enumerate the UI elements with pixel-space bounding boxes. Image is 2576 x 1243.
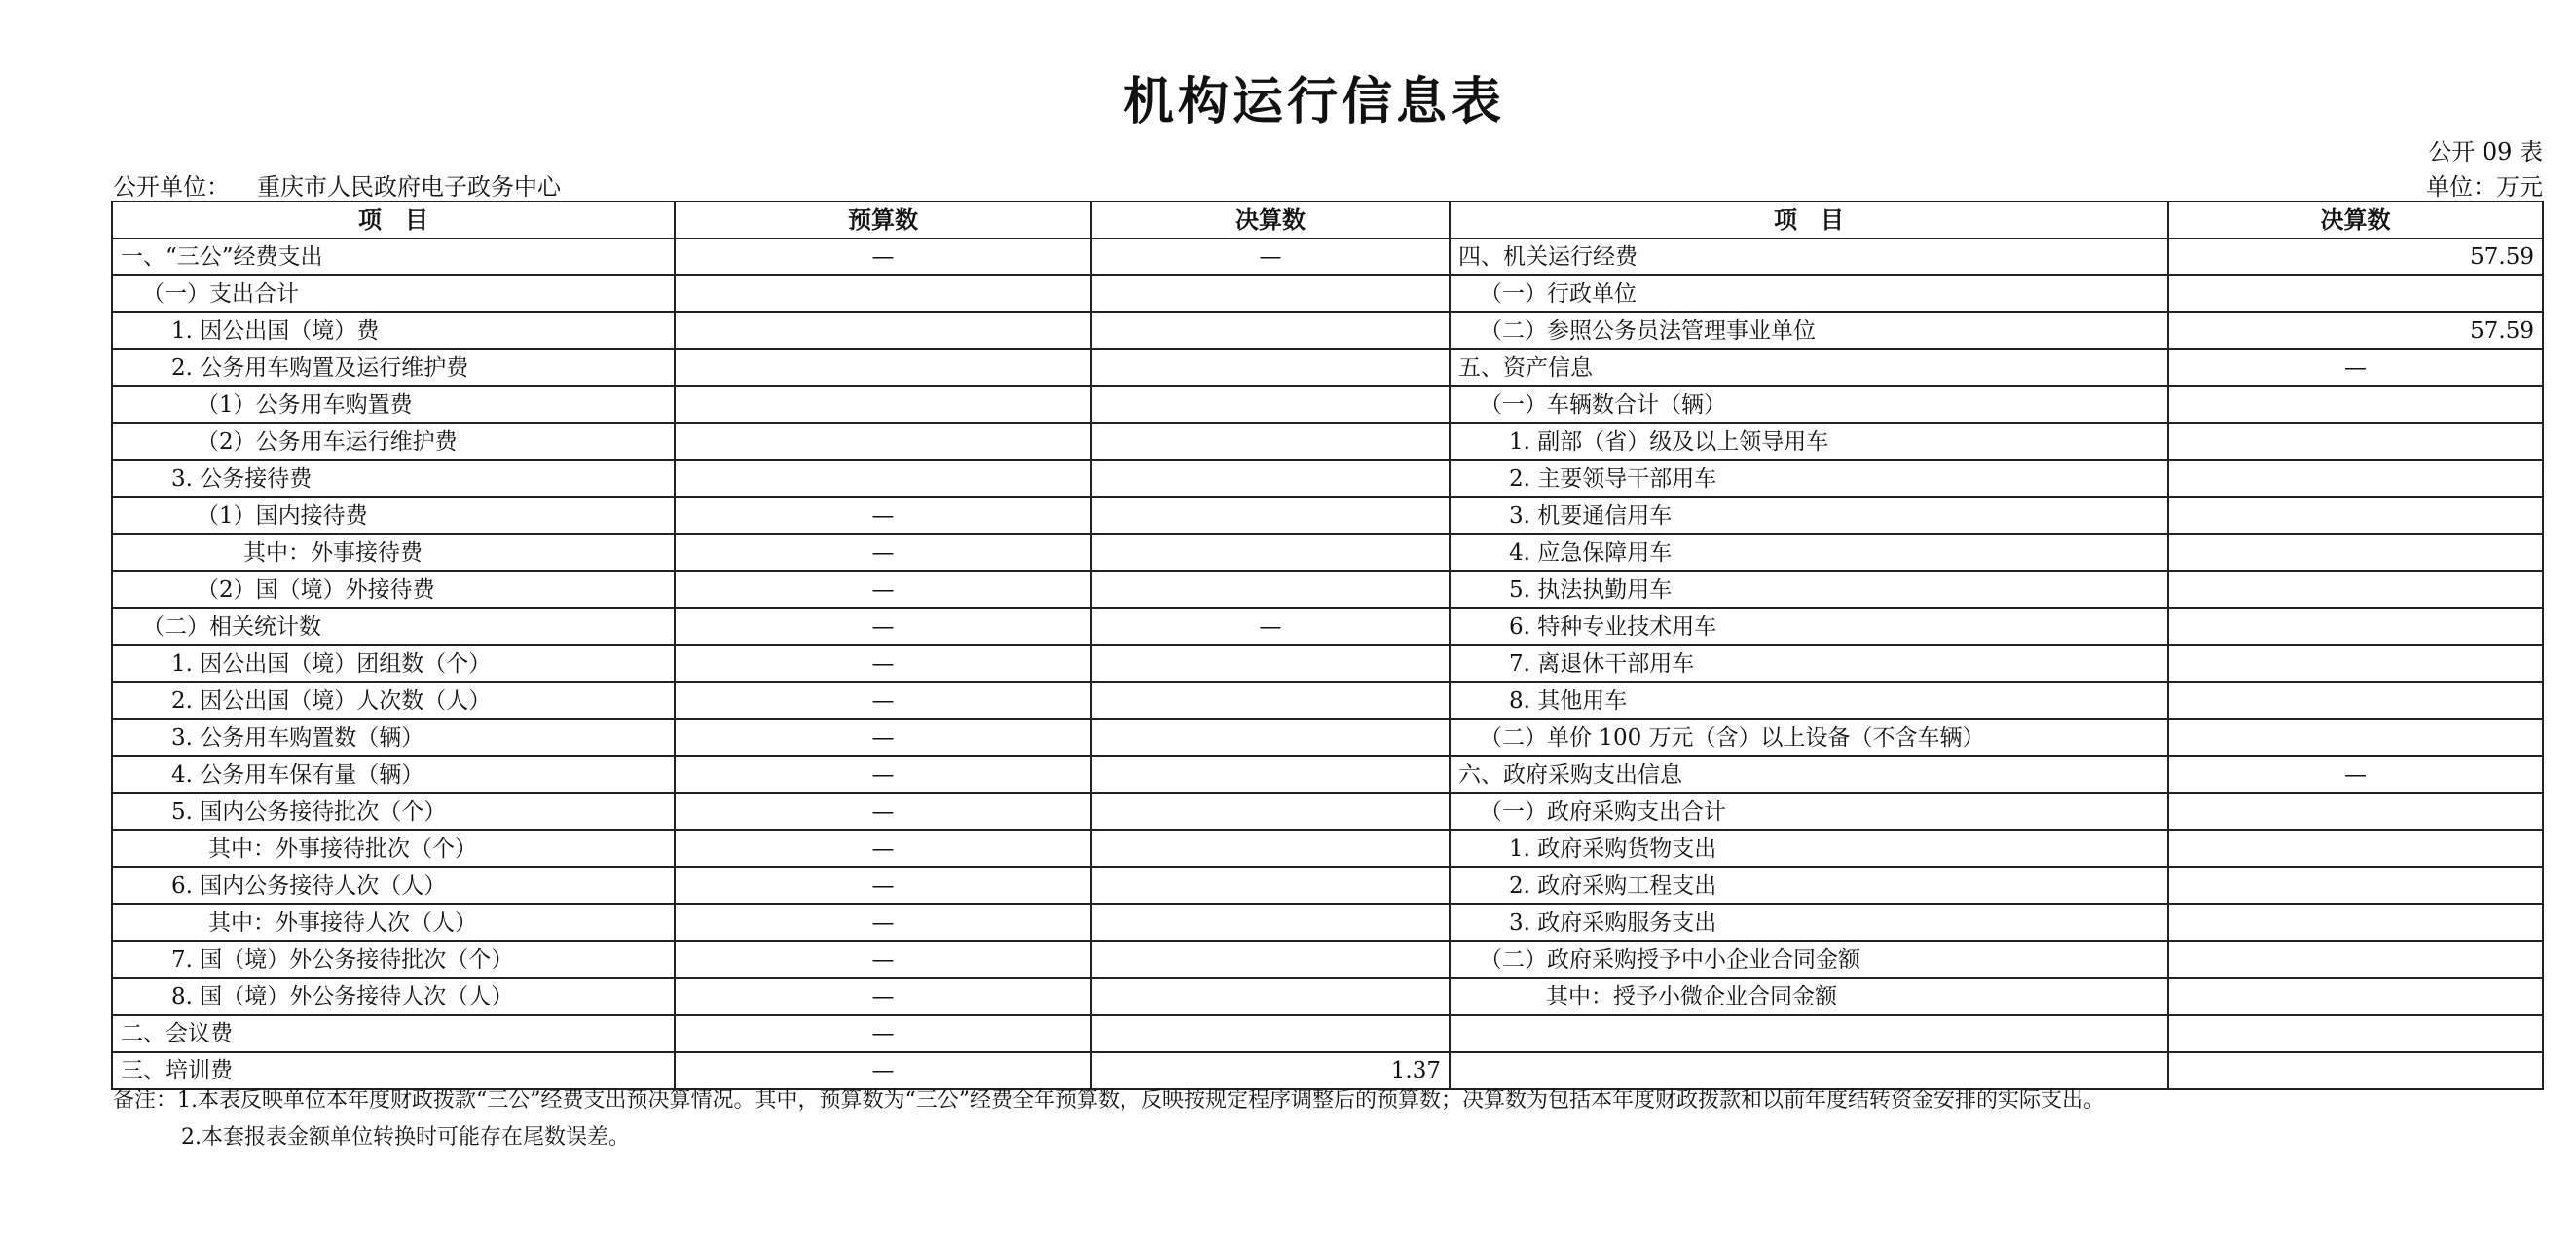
organization [113,167,561,201]
final-value [1091,1015,1450,1052]
header-item-left: 项 目 [112,201,675,238]
right-item: 3. 政府采购服务支出 [1450,904,2168,941]
budget-value [675,275,1091,312]
budget-value: — [675,645,1091,682]
budget-value: — [675,904,1091,941]
table-row [112,756,2543,793]
budget-value [675,312,1091,349]
page-title: 机构运行信息表 [1122,72,1505,131]
budget-value: — [675,867,1091,904]
right-final-value [2168,497,2543,534]
right-item: 2. 政府采购工程支出 [1450,867,2168,904]
right-final-value [2168,1052,2543,1089]
table-row [112,682,2543,719]
right-final-value [2168,275,2543,312]
table-row [112,349,2543,386]
unit-name: 重庆市人民政府电子政务中心 [257,173,561,201]
left-item: 其中：外事接待费 [112,534,675,571]
right-item: 3. 机要通信用车 [1450,497,2168,534]
left-item: 7. 国（境）外公务接待批次（个） [112,941,675,978]
right-item: （二）政府采购授予中小企业合同金额 [1450,941,2168,978]
info-table [111,201,2544,1090]
left-item: （二）相关统计数 [112,608,675,645]
table-row [112,904,2543,941]
final-value [1091,534,1450,571]
left-item: （1）国内接待费 [112,497,675,534]
right-final-value [2168,571,2543,608]
budget-value [675,460,1091,497]
right-item: 2. 主要领导干部用车 [1450,460,2168,497]
right-item: （一）行政单位 [1450,275,2168,312]
budget-value: — [675,534,1091,571]
unit-info-row [113,167,2543,201]
left-item: 8. 国（境）外公务接待人次（人） [112,978,675,1015]
right-final-value [2168,830,2543,867]
budget-value: — [675,497,1091,534]
right-item: 1. 副部（省）级及以上领导用车 [1450,423,2168,460]
budget-value: — [675,830,1091,867]
final-value [1091,867,1450,904]
right-final-value [2168,867,2543,904]
right-final-value: 57.59 [2168,312,2543,349]
header-budget: 预算数 [675,201,1091,238]
budget-value: — [675,1015,1091,1052]
final-value [1091,460,1450,497]
table-row [112,312,2543,349]
right-final-value: — [2168,349,2543,386]
table-row [112,1015,2543,1052]
table-row [112,238,2543,275]
left-item: 3. 公务接待费 [112,460,675,497]
right-final-value [2168,904,2543,941]
note-1: 备注：1.本表反映单位本年度财政拨款“三公”经费支出预决算情况。其中，预算数为“三公”经费全年预算数，反映按规定程序调整后的预算数；决算数为包括本年度财政拨款和以前年度结转资金安排的实际支出。 [113,1088,2105,1113]
right-item: 1. 政府采购货物支出 [1450,830,2168,867]
left-item: 2. 公务用车购置及运行维护费 [112,349,675,386]
left-item: 6. 国内公务接待人次（人） [112,867,675,904]
budget-value: — [675,682,1091,719]
note-2: 2.本套报表金额单位转换时可能存在尾数误差。 [181,1125,630,1150]
header-final-right: 决算数 [2168,201,2543,238]
right-item: 8. 其他用车 [1450,682,2168,719]
header-item-right: 项 目 [1450,201,2168,238]
budget-value: — [675,1052,1091,1089]
right-item: （二）参照公务员法管理事业单位 [1450,312,2168,349]
table-row [112,978,2543,1015]
right-item [1450,1015,2168,1052]
right-final-value [2168,423,2543,460]
left-item: 三、培训费 [112,1052,675,1089]
left-item: 一、“三公”经费支出 [112,238,675,275]
right-final-value [2168,978,2543,1015]
budget-value: — [675,793,1091,830]
left-item: （一）支出合计 [112,275,675,312]
left-item: （1）公务用车购置费 [112,386,675,423]
left-item: 5. 国内公务接待批次（个） [112,793,675,830]
left-item: 1. 因公出国（境）团组数（个） [112,645,675,682]
budget-value [675,349,1091,386]
notes [113,1082,2105,1156]
right-final-value: 57.59 [2168,238,2543,275]
table-row [112,645,2543,682]
final-value [1091,386,1450,423]
final-value [1091,830,1450,867]
table-row [112,386,2543,423]
table-row [112,423,2543,460]
right-final-value: — [2168,756,2543,793]
table-row [112,534,2543,571]
header-row [112,201,2543,238]
right-item: （一）车辆数合计（辆） [1450,386,2168,423]
unit-label: 公开单位： [113,173,230,201]
left-item: （2）国（境）外接待费 [112,571,675,608]
left-item: （2）公务用车运行维护费 [112,423,675,460]
header-final-left: 决算数 [1091,201,1450,238]
table-row [112,571,2543,608]
final-value [1091,719,1450,756]
final-value [1091,645,1450,682]
right-final-value [2168,793,2543,830]
left-item: 3. 公务用车购置数（辆） [112,719,675,756]
budget-value: — [675,608,1091,645]
right-item: （一）政府采购支出合计 [1450,793,2168,830]
right-item: 六、政府采购支出信息 [1450,756,2168,793]
table-row [112,830,2543,867]
right-item: 6. 特种专业技术用车 [1450,608,2168,645]
final-value [1091,941,1450,978]
table-row [112,941,2543,978]
left-item: 4. 公务用车保有量（辆） [112,756,675,793]
table-row [112,719,2543,756]
right-item: 7. 离退休干部用车 [1450,645,2168,682]
final-value [1091,571,1450,608]
final-value [1091,312,1450,349]
final-value [1091,793,1450,830]
right-final-value [2168,534,2543,571]
right-item: 五、资产信息 [1450,349,2168,386]
budget-value: — [675,756,1091,793]
table-row [112,275,2543,312]
left-item: 1. 因公出国（境）费 [112,312,675,349]
left-item: 2. 因公出国（境）人次数（人） [112,682,675,719]
final-value [1091,978,1450,1015]
table-row [112,867,2543,904]
table-row [112,460,2543,497]
budget-value: — [675,978,1091,1015]
left-item: 二、会议费 [112,1015,675,1052]
final-value: — [1091,608,1450,645]
right-final-value [2168,608,2543,645]
budget-value: — [675,571,1091,608]
final-value [1091,682,1450,719]
budget-value: — [675,719,1091,756]
right-final-value [2168,460,2543,497]
budget-value: — [675,941,1091,978]
table-row [112,497,2543,534]
final-value [1091,756,1450,793]
final-value [1091,349,1450,386]
final-value [1091,904,1450,941]
table-number: 公开 09 表 [2428,138,2543,165]
table-row [112,793,2543,830]
budget-value [675,423,1091,460]
currency-unit: 单位：万元 [2426,173,2543,201]
right-final-value [2168,1015,2543,1052]
left-item: 其中：外事接待批次（个） [112,830,675,867]
final-value [1091,275,1450,312]
budget-value [675,386,1091,423]
right-final-value [2168,386,2543,423]
final-value: — [1091,238,1450,275]
final-value: 1.37 [1091,1052,1450,1089]
right-item: 其中：授予小微企业合同金额 [1450,978,2168,1015]
right-item: 4. 应急保障用车 [1450,534,2168,571]
right-item: 四、机关运行经费 [1450,238,2168,275]
right-final-value [2168,719,2543,756]
table-row [112,608,2543,645]
right-item: （二）单价 100 万元（含）以上设备（不含车辆） [1450,719,2168,756]
left-item: 其中：外事接待人次（人） [112,904,675,941]
final-value [1091,423,1450,460]
right-final-value [2168,941,2543,978]
right-item: 5. 执法执勤用车 [1450,571,2168,608]
final-value [1091,497,1450,534]
right-final-value [2168,682,2543,719]
right-final-value [2168,645,2543,682]
budget-value: — [675,238,1091,275]
